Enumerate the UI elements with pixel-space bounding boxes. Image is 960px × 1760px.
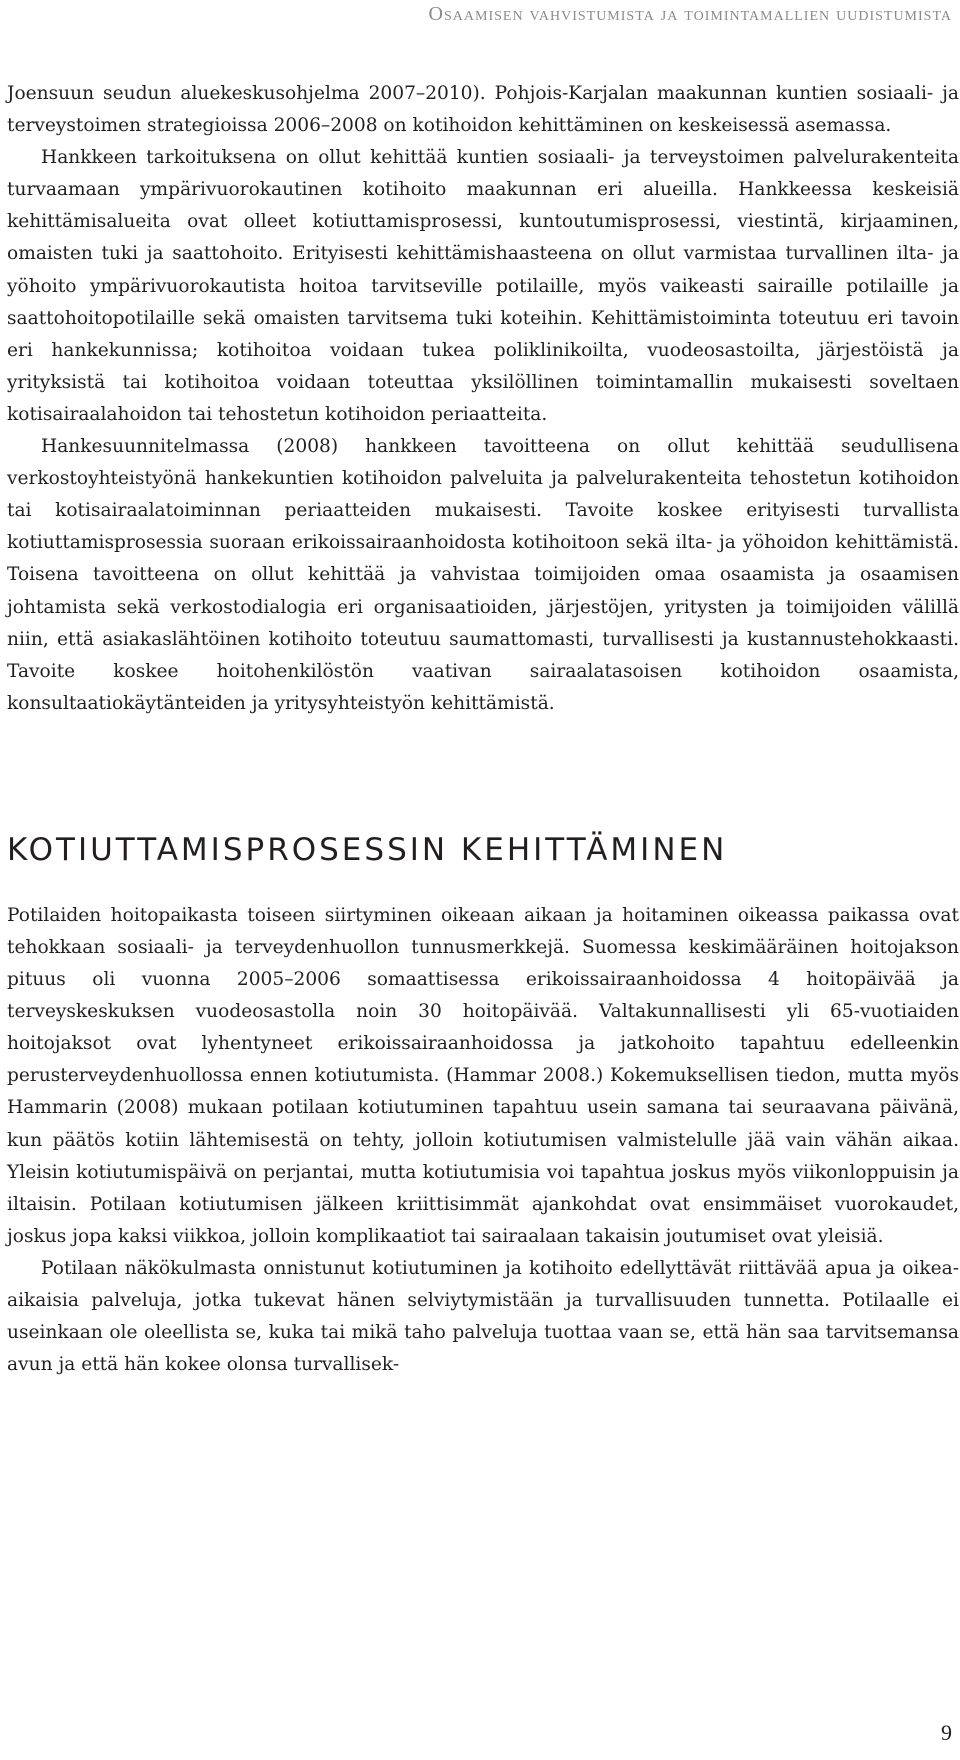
body-paragraph: Joensuun seudun aluekeskusohjelma 2007–2010). Pohjois-Karjalan maakunnan kuntien sosiaali- ja terveystoimen strategioissa 2006–2008 on kotihoidon kehittäminen on keskeisessä asemassa. [7, 83, 959, 137]
body-paragraph: Hankkeen tarkoituksena on ollut kehittää kuntien sosiaali- ja terveystoimen palvelurakenteita turvaamaan ympärivuorokautinen kotihoito maakunnan eri alueilla. Hankkeessa keskeisiä kehittämisalueita ovat olleet kotiuttamisprosessi, kuntoutumisprosessi, viestintä, kirjaaminen, omaisten tuki ja saattohoito. Erityisesti kehittämishaasteena on ollut varmistaa turvallinen ilta- ja yöhoito ympärivuorokautista hoitoa tarvitseville potilaille, myös vaikeasti sairaille potilaille ja saattohoitopotilaille sekä omaisten tarvitsema tuki koteihin. Kehittämistoiminta toteutuu eri tavoin eri hankekunnissa; kotihoitoa voidaan tukea poliklinikoilta, vuodeosastoilta, järjestöistä ja yrityksistä tai kotihoitoa voidaan toteuttaa yksilöllinen toimintamallin mukaisesti soveltaen kotisairaalahoidon tai tehostetun kotihoidon periaatteita. [7, 147, 959, 425]
section-heading: KOTIUTTAMISPROSESSIN KEHITTÄMINEN [7, 831, 728, 868]
body-paragraph: Potilaan näkökulmasta onnistunut kotiutuminen ja kotihoito edellyttävät riittävää apua ja oikea-aikaisia palveluja, jotka tukevat hänen selviytymistään ja turvallisuuden tunnetta. Potilaalle ei useinkaan ole oleellista se, kuka tai mikä taho palveluja tuottaa vaan se, että hän saa tarvitsemansa avun ja että hän kokee olonsa turvallisek- [7, 1257, 959, 1376]
body-paragraph: Hankesuunnitelmassa (2008) hankkeen tavoitteena on ollut kehittää seudullisena verkostoyhteistyönä hankekuntien kotihoidon palveluita ja palvelurakenteita tehostetun kotihoidon tai kotisairaalatoiminnan periaatteiden mukaisesti. Tavoite koskee erityisesti turvallista kotiuttamisprosessia suoraan erikoissairaanhoidosta kotihoitoon sekä ilta- ja yöhoidon kehittämistä. Toisena tavoitteena on ollut kehittää ja vahvistaa toimijoiden omaa osaamista ja osaamisen johtamista sekä verkostodialogia eri organisaatioiden, järjestöjen, yritysten ja toimijoiden välillä niin, että asiakaslähtöinen kotihoito toteutuu saumattomasti, turvallisesti ja kustannustehokkaasti. Tavoite koskee hoitohenkilöstön vaativan sairaalatasoisen kotihoidon osaamista, konsultaatiokäytänteiden ja yritysyhteistyön kehittämistä. [7, 436, 959, 714]
running-header: Osaamisen vahvistumista ja toimintamallien uudistumista [428, 3, 952, 25]
page-body [7, 78, 959, 1381]
page-number: 9 [941, 1720, 952, 1745]
body-paragraph: Potilaiden hoitopaikasta toiseen siirtyminen oikeaan aikaan ja hoitaminen oikeassa paikassa ovat tehokkaan sosiaali- ja terveydenhuollon tunnusmerkkejä. Suomessa keskimääräinen hoitojakson pituus oli vuonna 2005–2006 somaattisessa erikoissairaanhoidossa 4 hoitopäivää ja terveyskeskuksen vuodeosastolla noin 30 hoitopäivää. Valtakunnallisesti yli 65-vuotiaiden hoitojaksot ovat lyhentyneet erikoissairaanhoidossa ja jatkohoito tapahtuu edelleenkin perusterveydenhuollossa ennen kotiutumista. (Hammar 2008.) Kokemuksellisen tiedon, mutta myös Hammarin (2008) mukaan potilaan kotiutuminen tapahtuu usein samana tai seuraavana päivänä, kun päätös kotiin lähtemisestä on tehty, jolloin kotiutumisen valmistelulle jää vain vähän aikaa. Yleisin kotiutumispäivä on perjantai, mutta kotiutumisia voi tapahtua joskus myös viikonloppuisin ja iltaisin. Potilaan kotiutumisen jälkeen kriittisimmät ajankohdat ovat ensimmäiset vuorokaudet, joskus jopa kaksi viikkoa, jolloin komplikaatiot tai sairaalaan takaisin joutumiset ovat yleisiä. [7, 904, 959, 1247]
